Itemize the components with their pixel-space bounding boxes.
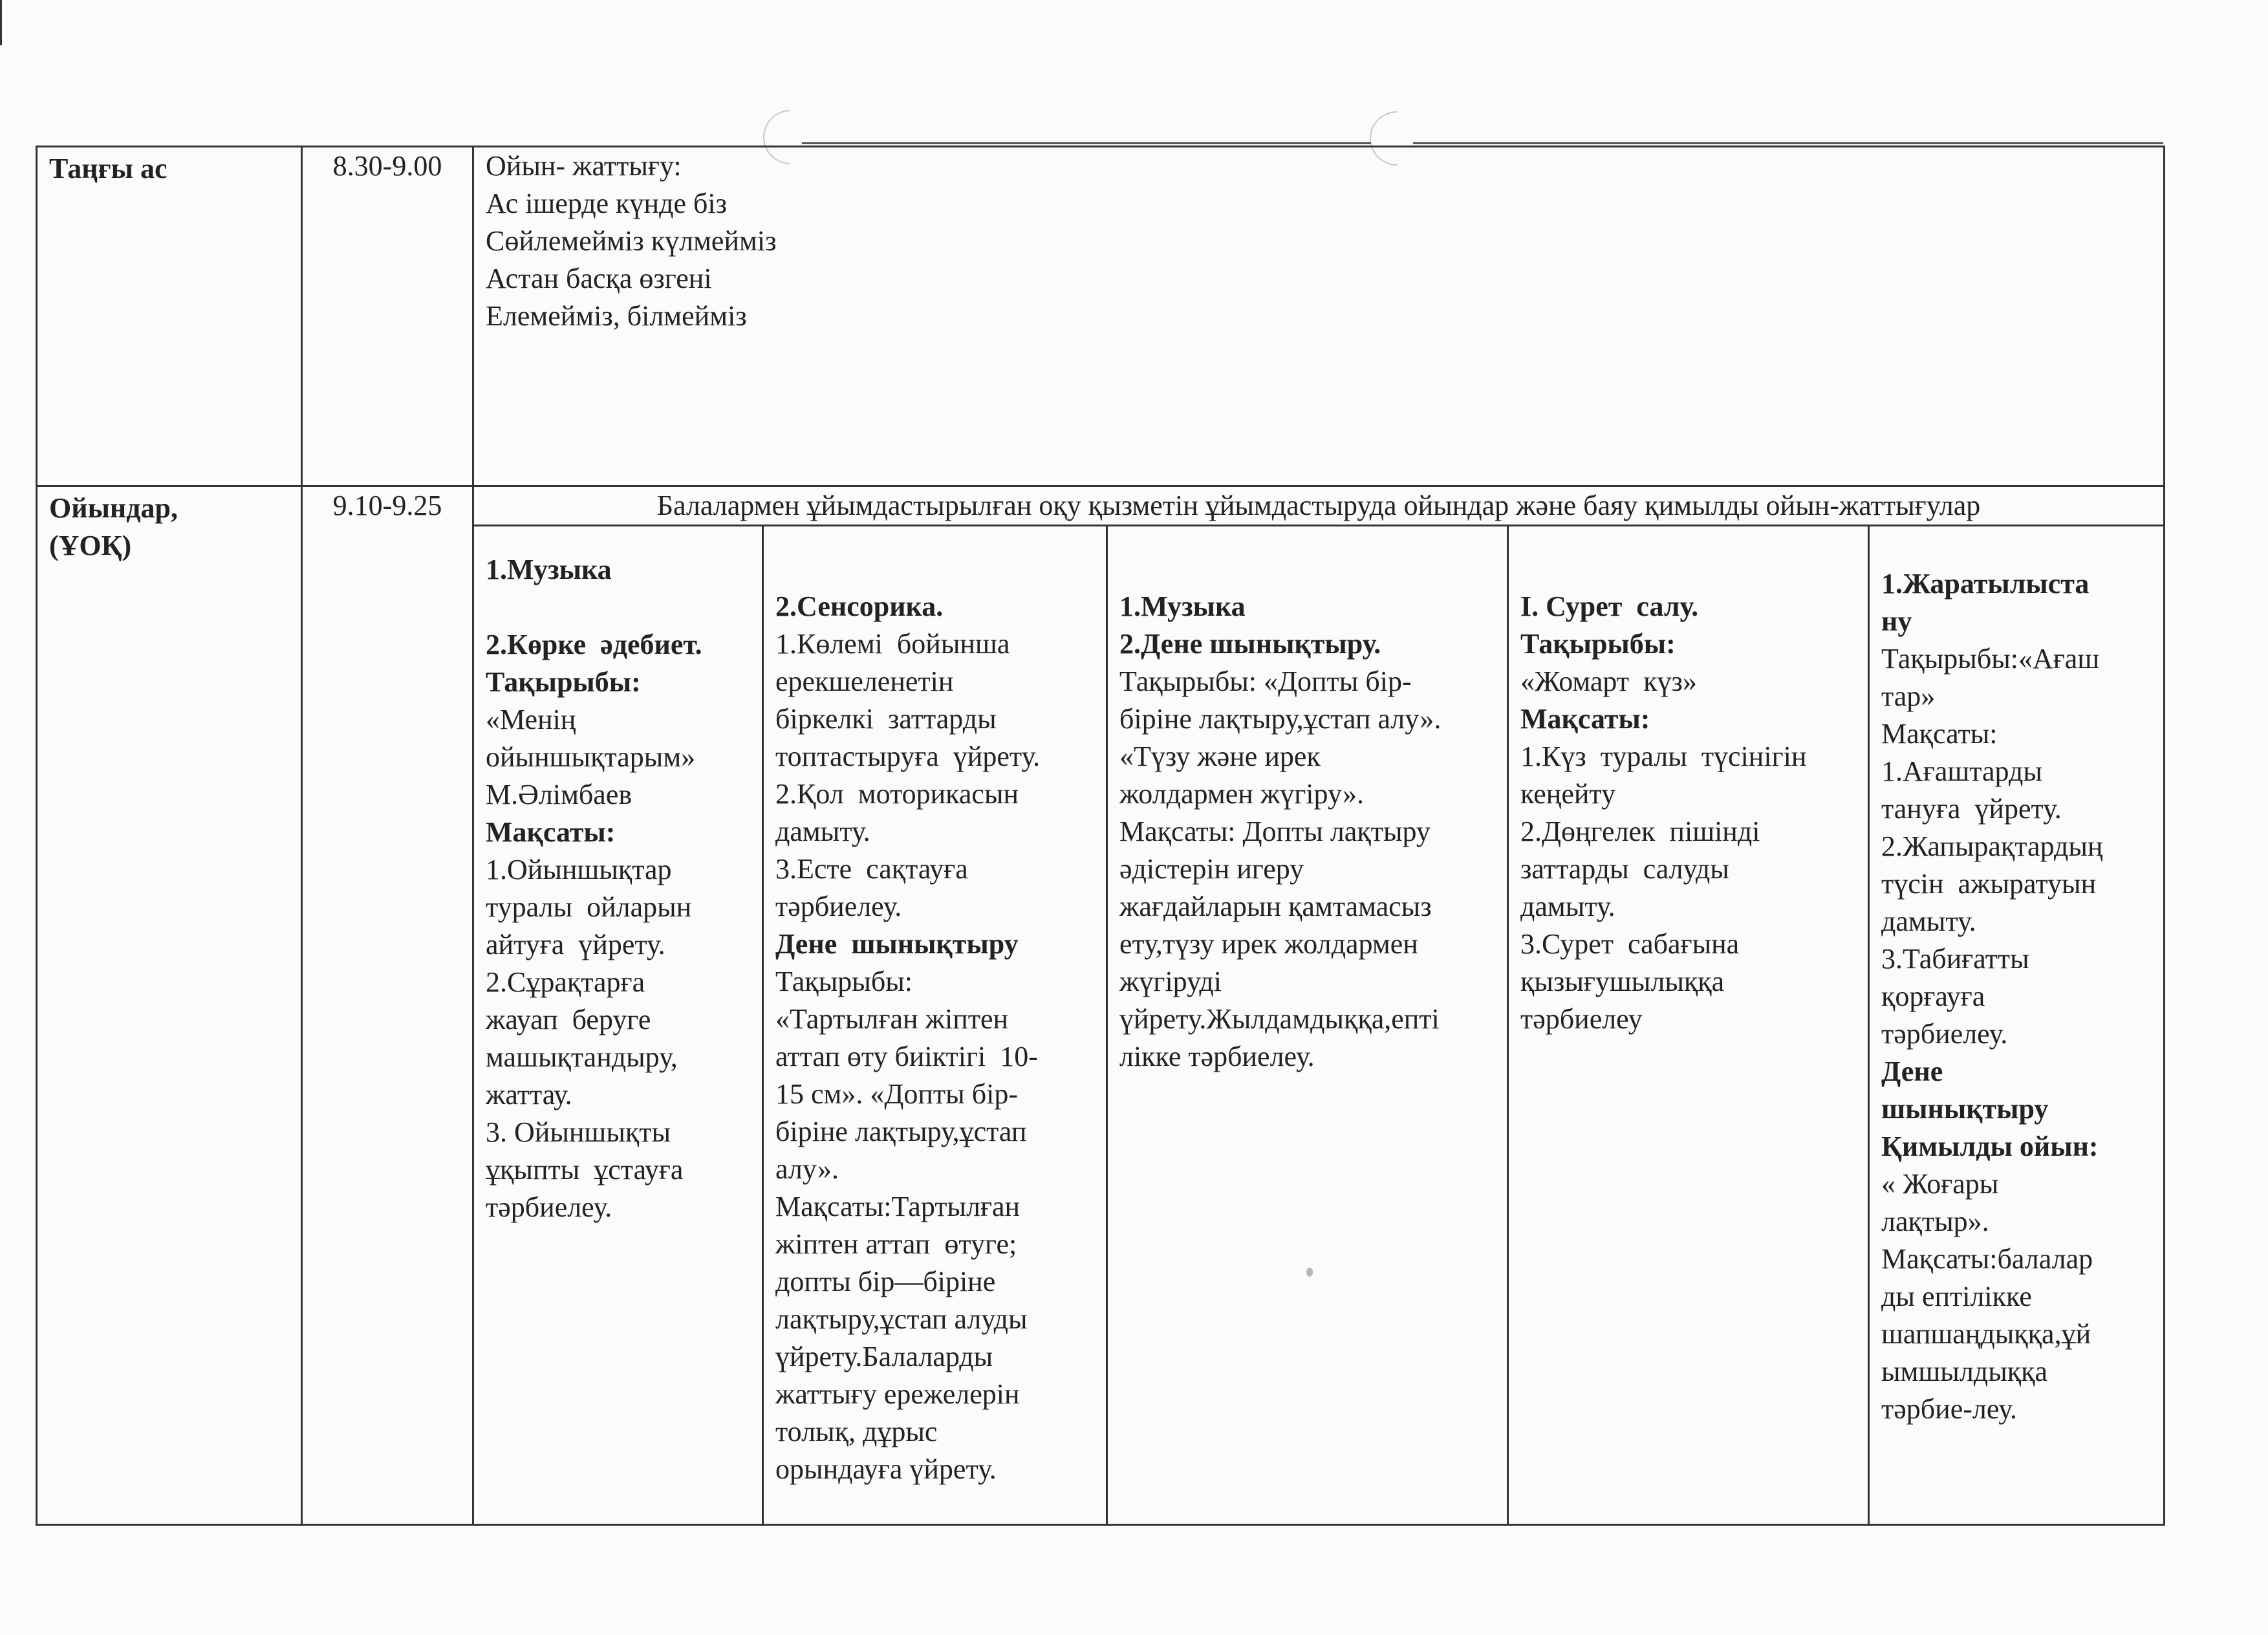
content-line: ету,түзу ирек жолдармен [1119,928,1418,960]
row-label-text: Ойындар, [49,492,178,524]
section-heading: Мақсаты: [1520,703,1650,735]
content-line: дамыту. [1520,891,1615,922]
content-line: Ойын- жаттығу: [486,150,682,182]
content-line: «Менің [486,704,576,735]
section-heading: Қимылды ойын: [1881,1131,2099,1162]
row-time-games [302,486,473,1525]
content-line: үйрету.Жылдамдыққа,епті [1119,1003,1440,1035]
column-lines [775,588,1094,1488]
content-line: Мақсаты:балалар [1881,1243,2093,1275]
content-line: біріне лақтыру,ұстап [775,1116,1027,1147]
section-heading: 1.Музыка [486,554,612,585]
content-line: «Түзу және ирек [1119,741,1321,772]
content-line: дамыту. [775,816,870,847]
column-lines [1119,588,1495,1076]
breakfast-content [473,147,2165,486]
content-line [486,589,750,626]
content-line: Тақырыбы: [775,966,913,997]
content-line: орындауға үйрету. [775,1453,997,1485]
content-line: тәрбие-леу. [1881,1393,2017,1425]
content-line: тәрбиелеу. [486,1191,612,1223]
time-text: 9.10-9.25 [332,490,442,521]
row-label-text: (ҰОҚ) [49,530,132,561]
section-heading: ну [1881,605,1912,637]
scan-edge-mark [0,0,2,45]
content-line: аттап өту биіктігі 10- [775,1041,1038,1072]
row-label-games [37,486,302,1525]
content-line: заттарды салуды [1520,853,1729,885]
content-line: ұқыпты ұстауға [486,1154,684,1186]
section-heading: Тақырыбы: [486,666,641,698]
content-line: тар» [1881,680,1936,712]
content-line: Сөйлемейміз күлмейміз [486,225,777,257]
content-line: түсін ажыратуын [1881,868,2097,900]
content-line: топтастыруға үйрету. [775,741,1041,772]
content-line: «Тартылған жіптен [775,1003,1009,1035]
content-line: Мақсаты:Тартылған [775,1191,1021,1222]
content-line: тәрбиелеу. [775,891,902,922]
section-heading: 2.Сенсорика. [775,590,944,622]
content-line: М.Әлімбаев [486,779,632,810]
content-line: біріне лақтыру,ұстап алу». [1119,703,1442,735]
row-label-text: Таңғы ас [49,153,167,184]
content-line: кеңейту [1520,778,1616,810]
row-label-breakfast [37,147,302,486]
content-line: Мақсаты: [1881,718,1998,750]
row-time-breakfast [302,147,473,486]
content-line: 2.Сұрақтарға [486,966,645,998]
day-column-1 [473,526,763,1525]
content-line: лақтыру,ұстап алуды [775,1303,1028,1335]
column-lines [1520,588,1856,1038]
content-line: тәрбиелеу. [1881,1018,2008,1050]
section-heading: 2.Дене шынықтыру. [1119,628,1381,660]
content-line: жаттау. [486,1079,572,1110]
column-lines [1881,565,2152,1428]
content-line: тәрбиелеу [1520,1003,1643,1035]
content-line: 2.Қол моторикасын [775,778,1019,810]
content-line: Тақырыбы: «Допты бір- [1119,666,1412,697]
content-line: жолдармен жүгіру». [1119,778,1365,810]
section-heading: Дене [1881,1056,1943,1087]
content-line: дамыту. [1881,905,1976,937]
content-line: Елемейміз, білмейміз [486,300,747,332]
section-heading: Мақсаты: [486,816,616,848]
content-line: шапшаңдыққа,ұй [1881,1318,2091,1350]
content-line: ымшылдыққа [1881,1356,2048,1387]
games-header-text: Балалармен ұйымдастырылған оқу қызметін ұйымдастыруда ойындар және баяу қимылды ойын-жаттығулар [656,490,1981,521]
content-line: біркелкі заттарды [775,703,997,735]
content-line: Ас ішерде күнде біз [486,188,728,219]
section-heading: шынықтыру [1881,1093,2049,1125]
content-line: Мақсаты: Допты лақтыру [1119,816,1431,847]
section-heading: Тақырыбы: [1520,628,1676,660]
content-line: Астан басқа өзгені [486,263,712,294]
content-line: үйрету.Балаларды [775,1341,993,1372]
schedule-table [36,146,2165,1526]
content-line: қызығушылыққа [1520,966,1725,997]
content-line: жіптен аттап өтуге; [775,1228,1017,1260]
section-heading: 1.Музыка [1119,590,1246,622]
content-line: 3.Табиғатты [1881,943,2029,975]
content-line: ойыншықтарым» [486,741,696,773]
content-line: тануға үйрету. [1881,793,2062,825]
content-line: 3.Сурет сабағына [1520,928,1740,960]
content-line: 3.Есте сақтауға [775,853,968,885]
content-line: 2.Жапырақтардың [1881,830,2103,862]
day-column-5 [1869,526,2165,1525]
content-line: Тақырыбы:«Ағаш [1881,643,2100,675]
content-line: машықтандыру, [486,1041,678,1073]
content-line: жаттығу ережелерін [775,1378,1020,1410]
content-line: туралы ойларын [486,891,692,923]
top-rule [802,142,1371,144]
content-line: лікке тәрбиелеу. [1119,1041,1315,1072]
section-heading: I. Сурет салу. [1520,590,1699,622]
content-line: 2.Дөңгелек пішінді [1520,816,1760,847]
content-line: 3. Ойыншықты [486,1116,671,1148]
content-line: жағдайларын қамтамасыз [1119,891,1432,922]
games-header [473,486,2165,526]
content-line: айтуға үйрету. [486,929,665,960]
content-line: 15 см». «Допты бір- [775,1078,1018,1110]
games-header-row [37,486,2165,526]
content-line: лақтыр». [1881,1206,1989,1237]
content-line: « Жоғары [1881,1168,1999,1200]
content-line: «Жомарт күз» [1520,666,1697,697]
content-line: допты бір—біріне [775,1266,996,1297]
section-heading: 2.Көрке әдебиет. [486,629,702,660]
content-line: толық, дұрыс [775,1416,938,1447]
content-line: ды ептілікке [1881,1281,2032,1312]
content-line: жауап беруге [486,1004,651,1035]
section-heading: Дене шынықтыру [775,928,1019,960]
day-column-4 [1508,526,1869,1525]
content-line: әдістерін игеру [1119,853,1304,885]
content-line: 1.Ойыншықтар [486,854,672,885]
day-column-3 [1107,526,1508,1525]
day-column-2 [763,526,1107,1525]
top-rule [1413,142,2163,144]
content-line: алу». [775,1153,839,1185]
section-heading: 1.Жаратылыста [1881,568,2090,600]
content-line: 1.Күз туралы түсінігін [1520,741,1807,772]
time-text: 8.30-9.00 [332,150,442,182]
content-line: ерекшеленетін [775,666,954,697]
content-line: қорғауға [1881,980,1985,1012]
column-lines [486,551,750,1226]
breakfast-row [37,147,2165,486]
content-line: 1.Көлемі бойынша [775,628,1010,660]
content-line: 1.Ағаштарды [1881,755,2042,787]
content-line: жүгіруді [1119,966,1222,997]
